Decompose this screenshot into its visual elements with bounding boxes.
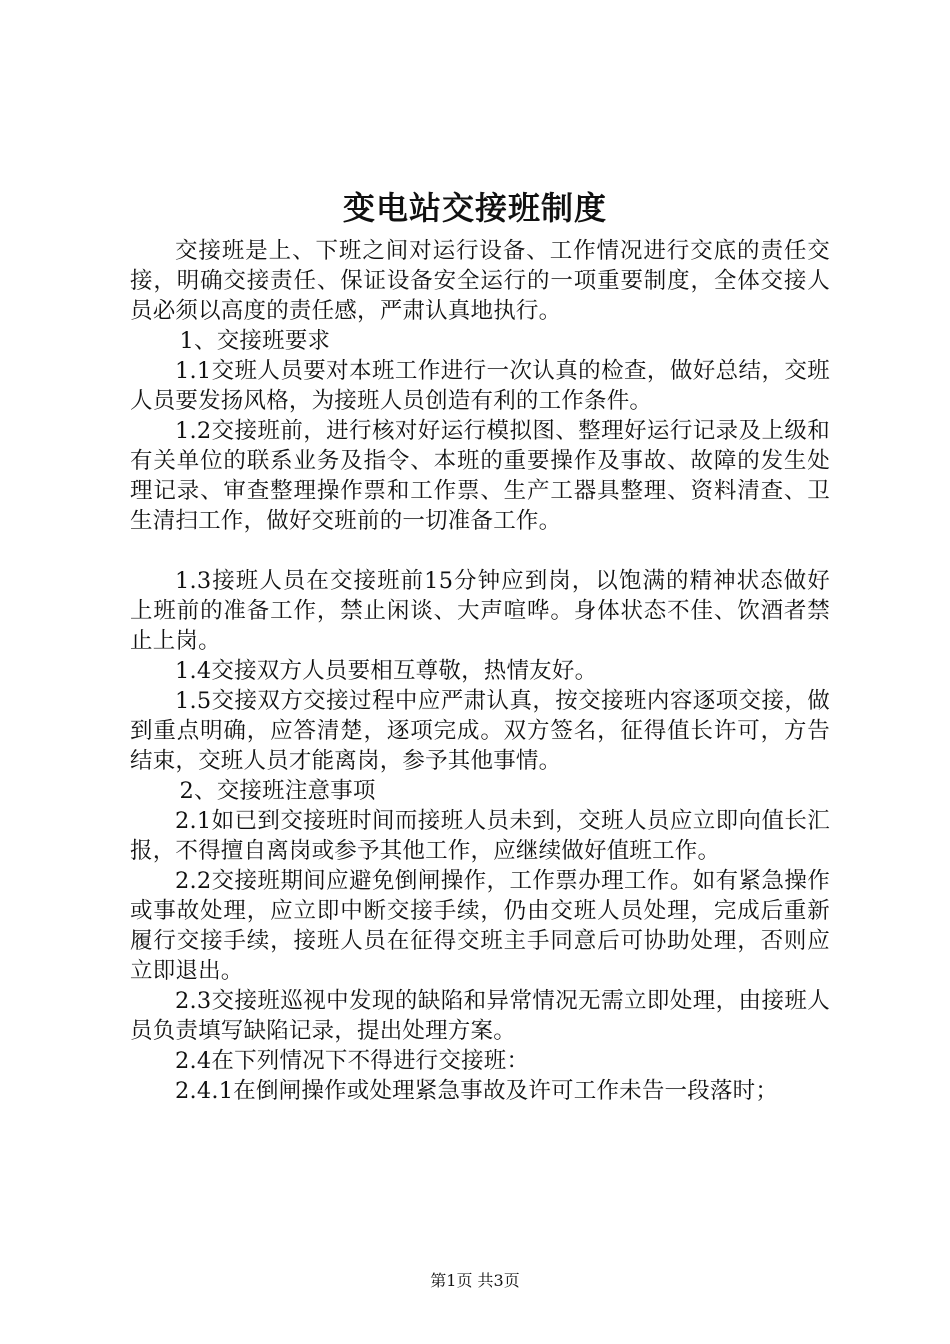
paragraph-2-4: 2.4在下列情况下不得进行交接班： xyxy=(175,1048,530,1074)
paragraph-1-5: 1.5交接双方交接过程中应严肃认真，按交接班内容逐项交接，做到重点明确，应答清楚，逐项完成。双方签名，征得值长许可，方告结束，交班人员才能离岗，参予其他事情。 xyxy=(130,688,830,774)
paragraph-1-1: 1.1交班人员要对本班工作进行一次认真的检查，做好总结，交班人员要发扬风格，为接班人员创造有利的工作条件。 xyxy=(130,358,830,414)
paragraph-2-2: 2.2交接班期间应避免倒闸操作，工作票办理工作。如有紧急操作或事故处理，应立即中断交接手续，仍由交班人员处理，完成后重新履行交接手续，接班人员在征得交班主手同意后可协助处理，否则应立即退出。 xyxy=(130,868,830,984)
paragraph-1-2: 1.2交接班前，进行核对好运行模拟图、整理好运行记录及上级和有关单位的联系业务及指令、本班的重要操作及事故、故障的发生处理记录、审查整理操作票和工作票、生产工器具整理、资料清查、卫生清扫工作，做好交班前的一切准备工作。 xyxy=(130,418,830,534)
page-number-footer: 第1页 共3页 xyxy=(430,1271,520,1290)
paragraph-2-1: 2.1如已到交接班时间而接班人员未到，交班人员应立即向值长汇报，不得擅自离岗或参予其他工作，应继续做好值班工作。 xyxy=(130,808,830,864)
paragraph-1-3: 1.3接班人员在交接班前15分钟应到岗，以饱满的精神状态做好上班前的准备工作，禁止闲谈、大声喧哗。身体状态不佳、饮酒者禁止上岗。 xyxy=(130,568,830,654)
section-heading-1: 1、交接班要求 xyxy=(179,328,331,354)
document-body xyxy=(130,236,830,1106)
document-title: 变电站交接班制度 xyxy=(342,189,607,227)
paragraph-intro: 交接班是上、下班之间对运行设备、工作情况进行交底的责任交接，明确交接责任、保证设备安全运行的一项重要制度，全体交接人员必须以高度的责任感，严肃认真地执行。 xyxy=(130,238,830,324)
paragraph-1-4: 1.4交接双方人员要相互尊敬，热情友好。 xyxy=(175,658,598,684)
paragraph-2-3: 2.3交接班巡视中发现的缺陷和异常情况无需立即处理，由接班人员负责填写缺陷记录，提出处理方案。 xyxy=(130,988,830,1044)
paragraph-2-4-1: 2.4.1在倒闸操作或处理紧急事故及许可工作未告一段落时； xyxy=(175,1078,779,1104)
section-heading-2: 2、交接班注意事项 xyxy=(179,778,376,804)
